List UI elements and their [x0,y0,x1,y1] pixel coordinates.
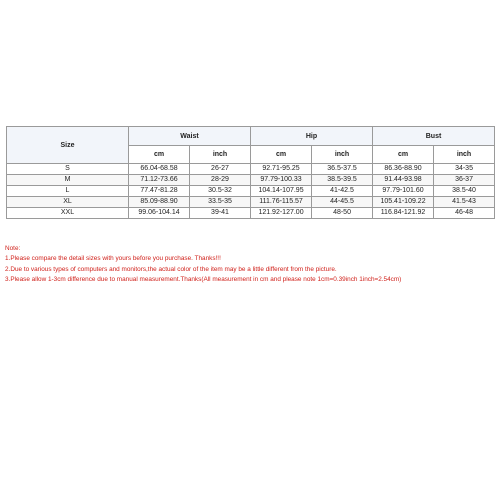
note-line-measurement-difference: 3.Please allow 1-3cm difference due to manual measurement.Thanks(All measurement in cm and please note 1cm=0.39inch 1inch=2.54cm) [5,276,402,284]
table-row [7,197,495,208]
table-row [7,164,495,175]
bust-inch-cell: 41.5-43 [434,197,495,208]
table-row [7,208,495,219]
hip-cm-cell: 121.92-127.00 [251,208,312,219]
bust-inch-header: inch [434,146,495,164]
size-cell: L [7,186,129,197]
hip-cm-cell: 104.14-107.95 [251,186,312,197]
bust-cm-cell: 91.44-93.98 [373,175,434,186]
hip-inch-cell: 48-50 [312,208,373,219]
hip-group-header: Hip [251,127,373,146]
waist-group-header: Waist [129,127,251,146]
table-row [7,175,495,186]
bust-cm-cell: 105.41-109.22 [373,197,434,208]
hip-inch-header: inch [312,146,373,164]
hip-cm-cell: 111.76-115.57 [251,197,312,208]
bust-inch-cell: 34-35 [434,164,495,175]
size-chart-table [6,126,495,219]
hip-inch-cell: 38.5-39.5 [312,175,373,186]
waist-inch-cell: 28-29 [190,175,251,186]
hip-inch-cell: 41-42.5 [312,186,373,197]
size-cell: XL [7,197,129,208]
bust-group-header: Bust [373,127,495,146]
waist-cm-cell: 85.09-88.90 [129,197,190,208]
bust-cm-cell: 86.36-88.90 [373,164,434,175]
waist-inch-cell: 26-27 [190,164,251,175]
note-title: Note: [5,245,21,252]
table-row [7,186,495,197]
waist-cm-header: cm [129,146,190,164]
hip-inch-cell: 44-45.5 [312,197,373,208]
waist-inch-cell: 30.5-32 [190,186,251,197]
size-cell: M [7,175,129,186]
bust-inch-cell: 38.5-40 [434,186,495,197]
note-line-color-difference: 2.Due to various types of computers and monitors,the actual color of the item may be a little different from the picture. [5,265,337,273]
bust-cm-cell: 116.84-121.92 [373,208,434,219]
waist-cm-cell: 71.12-73.66 [129,175,190,186]
waist-cm-cell: 99.06-104.14 [129,208,190,219]
hip-inch-cell: 36.5-37.5 [312,164,373,175]
waist-inch-header: inch [190,146,251,164]
bust-inch-cell: 46-48 [434,208,495,219]
bust-inch-cell: 36-37 [434,175,495,186]
hip-cm-cell: 97.79-100.33 [251,175,312,186]
waist-inch-cell: 33.5-35 [190,197,251,208]
hip-cm-cell: 92.71-95.25 [251,164,312,175]
size-cell: XXL [7,208,129,219]
size-notes [5,244,497,286]
waist-cm-cell: 77.47-81.28 [129,186,190,197]
hip-cm-header: cm [251,146,312,164]
bust-cm-cell: 97.79-101.60 [373,186,434,197]
size-cell: S [7,164,129,175]
waist-cm-cell: 66.04-68.58 [129,164,190,175]
bust-cm-header: cm [373,146,434,164]
note-line-compare-sizes: 1.Please compare the detail sizes with yours before you purchase. Thanks!!! [5,255,221,263]
header-group-row [7,127,495,146]
size-column-header: Size [7,127,129,164]
waist-inch-cell: 39-41 [190,208,251,219]
